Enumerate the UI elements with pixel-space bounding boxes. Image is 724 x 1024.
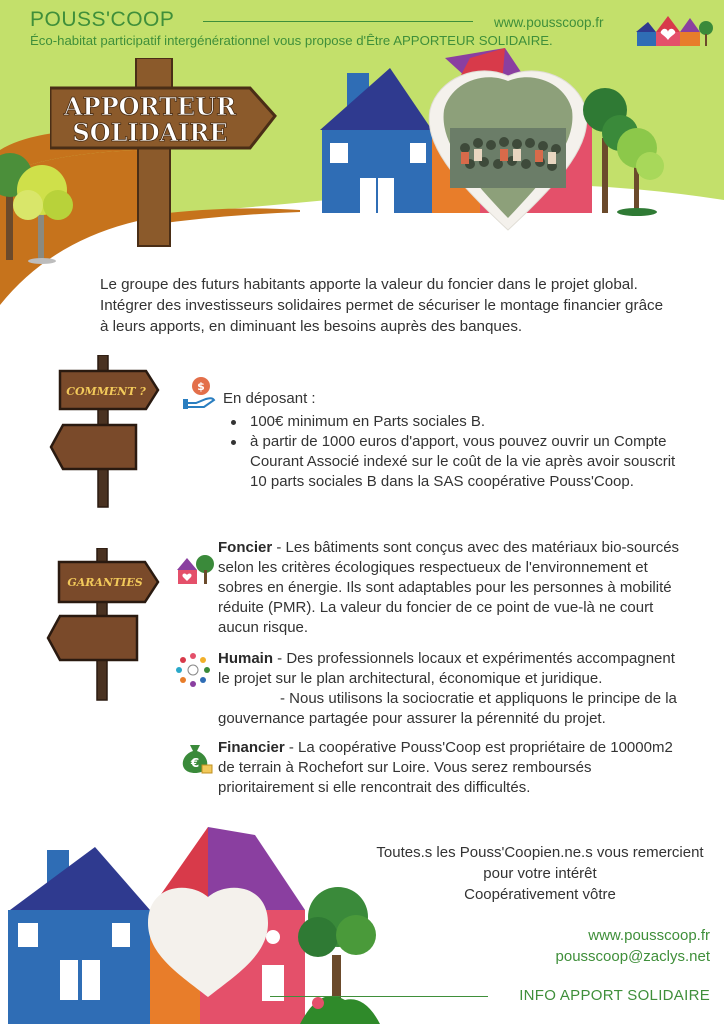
tree-illustration-right xyxy=(582,78,672,218)
financier-paragraph xyxy=(218,738,688,798)
footer-divider xyxy=(270,996,488,997)
header-tagline: Éco-habitat participatif intergénérationnel vous propose d'Être APPORTEUR SOLIDAIRE. xyxy=(30,33,553,48)
people-circle-icon xyxy=(175,652,211,688)
signpost-illustration xyxy=(50,58,290,248)
header-website-link[interactable]: www.pousscoop.fr xyxy=(494,15,604,30)
money-hand-icon xyxy=(182,375,220,411)
house-illustration-top xyxy=(320,48,595,243)
footer-email-link[interactable]: pousscoop@zaclys.net xyxy=(555,948,710,965)
banner-title-line2: SOLIDAIRE xyxy=(72,118,228,147)
pousscoop-logo xyxy=(634,10,714,48)
garanties-sign-label: GARANTIES xyxy=(67,576,143,589)
comment-lead-text: En déposant : xyxy=(223,390,316,407)
foncier-title: Foncier xyxy=(218,539,273,556)
svg-text:€: € xyxy=(190,756,200,770)
thanks-signoff: Coopérativement vôtre xyxy=(464,886,616,903)
contact-block xyxy=(556,925,710,967)
humain-text: - Des professionnels locaux et expérimentés accompagnent le projet sur le plan architectural, économique et juridique. xyxy=(218,650,675,687)
brand-name: POUSS'COOP xyxy=(30,8,175,31)
foncier-paragraph xyxy=(218,538,688,638)
humain-paragraph xyxy=(218,649,688,689)
banner-title-line1: APPORTEUR xyxy=(63,92,237,121)
financier-text: - La coopérative Pouss'Coop est propriétaire de 10000m2 de terrain à Rochefort sur Loire. Vous serez remboursés prioritairement si elle rencontrait des difficultés. xyxy=(218,739,673,796)
humain-text-2: - Nous utilisons la sociocratie et appliquons le principe de la gouvernance partagée pour assurer la pérennité du projet. xyxy=(218,690,677,727)
footer-label: INFO APPORT SOLIDAIRE xyxy=(519,987,710,1004)
footer-website-link[interactable]: www.pousscoop.fr xyxy=(588,927,710,944)
thanks-line: Toutes.s les Pouss'Coopien.ne.s vous remercient xyxy=(376,844,704,861)
comment-list-item: à partir de 1000 euros d'apport, vous pouvez ouvrir un Compte Courant Associé indexé sur le coût de la vie après avoir souscrit 10 parts sociales B dans la SAS coopérative Pouss'Coop. xyxy=(223,432,678,492)
header-divider xyxy=(203,21,473,22)
intro-paragraph: Le groupe des futurs habitants apporte la valeur du foncier dans le projet global. Intégrer des investisseurs solidaires permet de sécuriser le montage financier grâce à leurs apports, en diminuant les besoins auprès des banques. xyxy=(100,276,664,335)
comment-list-item: 100€ minimum en Parts sociales B. xyxy=(223,412,678,432)
financier-title: Financier xyxy=(218,739,285,756)
money-bag-icon xyxy=(176,741,214,777)
foncier-text: - Les bâtiments sont conçus avec des matériaux bio-sourcés selon les critères écologiques respectueux de l'environnement et sobres en énergie. Ils sont adaptables pour les personnes à mobilité réduite (PMR). La valeur du foncier de ce point de vue-là ne court aucun risque. xyxy=(218,539,680,636)
comment-signpost xyxy=(48,355,163,510)
svg-text:$: $ xyxy=(197,380,205,393)
thanks-block xyxy=(360,842,720,905)
humain-paragraph-2 xyxy=(218,689,688,729)
house-tree-icon xyxy=(175,550,215,586)
thanks-line: pour votre intérêt xyxy=(483,865,597,882)
garanties-signpost xyxy=(45,548,165,703)
comment-list xyxy=(223,412,678,492)
humain-title: Humain xyxy=(218,650,274,667)
comment-sign-label: COMMENT ? xyxy=(66,385,146,398)
house-illustration-bottom xyxy=(0,825,385,1024)
